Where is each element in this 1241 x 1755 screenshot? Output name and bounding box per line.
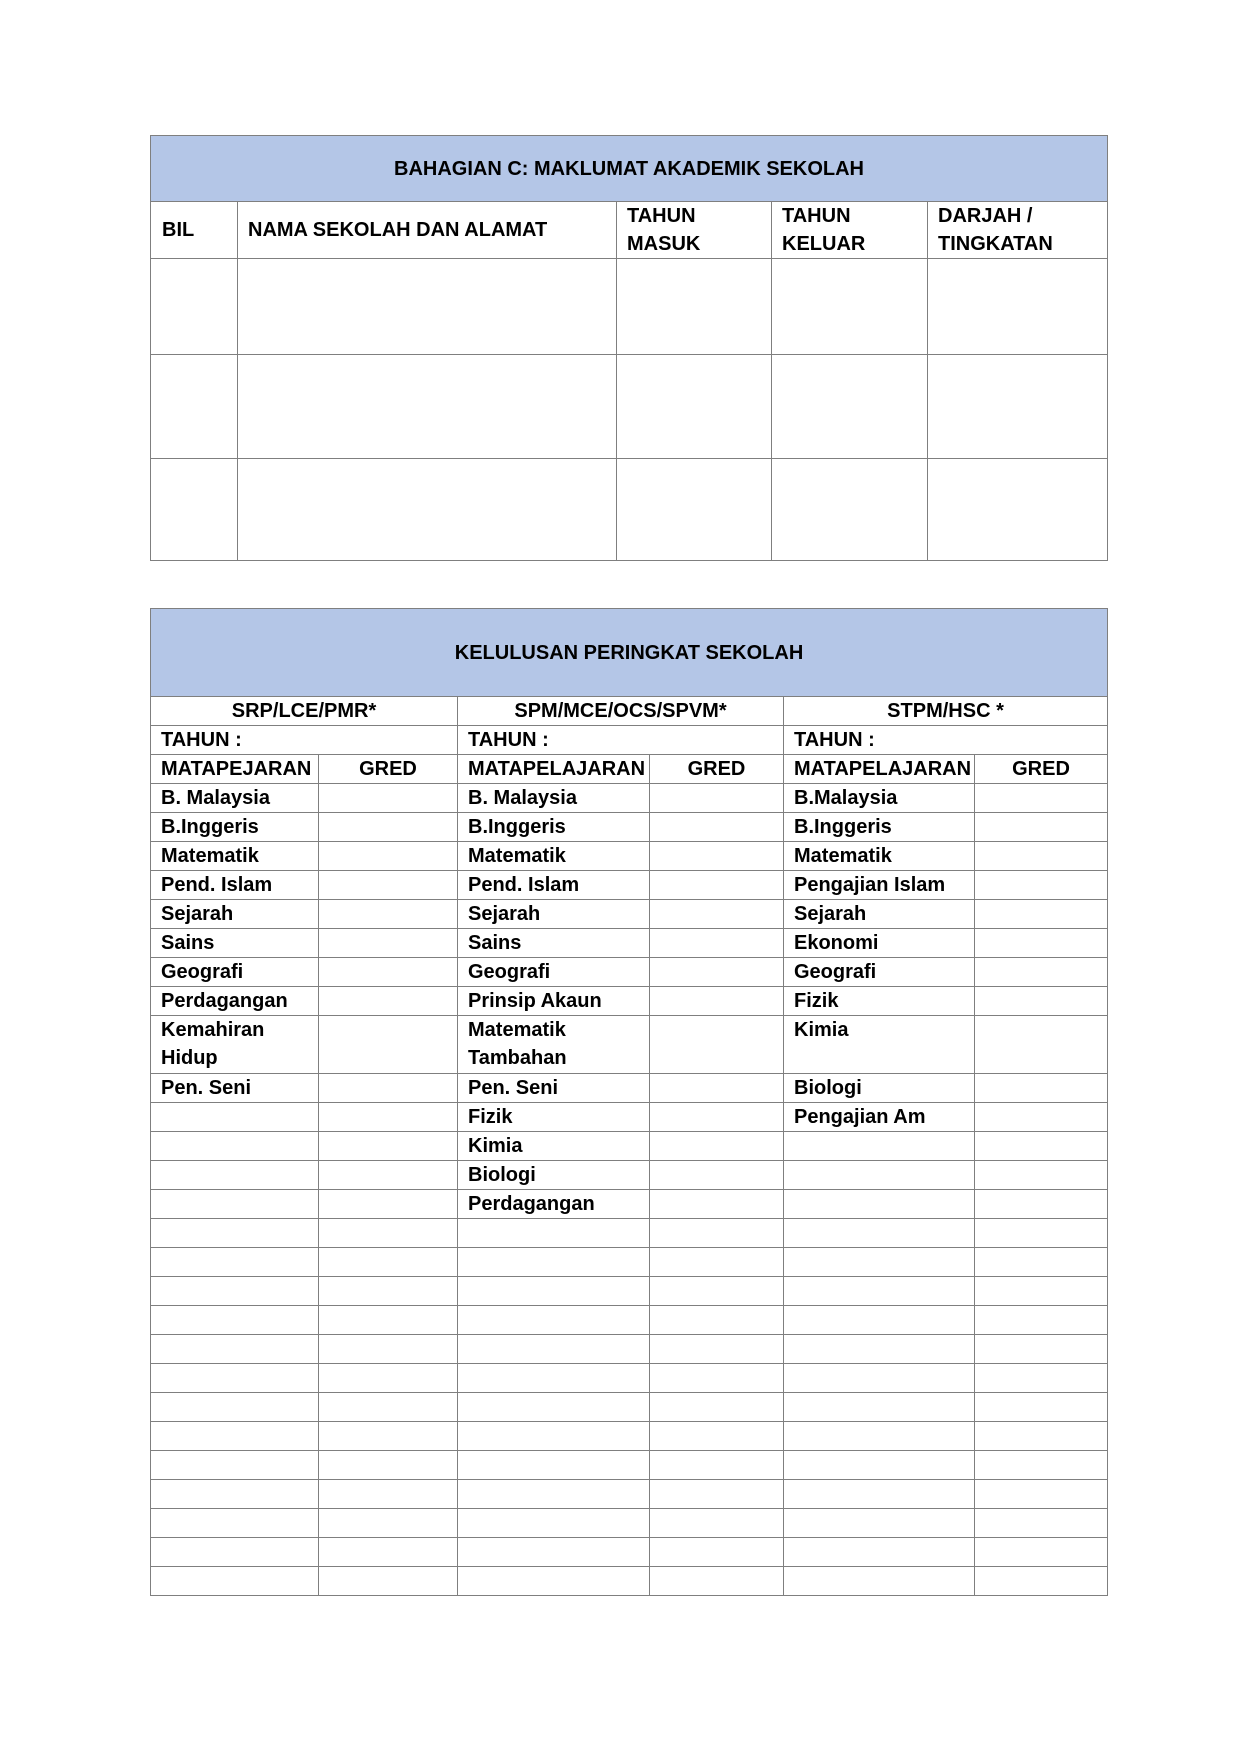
empty-cell[interactable] xyxy=(784,1306,975,1335)
empty-cell[interactable] xyxy=(650,1335,784,1364)
empty-cell[interactable] xyxy=(151,1451,319,1480)
subject-spm: Prinsip Akaun xyxy=(458,987,650,1016)
gred-cell[interactable] xyxy=(975,1103,1108,1132)
subject-stpm[interactable] xyxy=(784,1132,975,1161)
subject-stpm[interactable] xyxy=(784,1190,975,1219)
subject-stpm: B.Inggeris xyxy=(784,813,975,842)
cell-tahun-keluar[interactable] xyxy=(772,259,928,355)
empty-cell[interactable] xyxy=(319,1509,458,1538)
gred-cell[interactable] xyxy=(319,1074,458,1103)
empty-cell[interactable] xyxy=(975,1248,1108,1277)
academic-school-table xyxy=(150,135,1108,561)
empty-cell[interactable] xyxy=(458,1567,650,1596)
empty-cell[interactable] xyxy=(975,1335,1108,1364)
empty-cell[interactable] xyxy=(458,1538,650,1567)
gred-cell[interactable] xyxy=(319,1103,458,1132)
header-nama-sekolah: NAMA SEKOLAH DAN ALAMAT xyxy=(238,202,617,259)
subject-srp: B. Malaysia xyxy=(151,784,319,813)
gred-cell[interactable] xyxy=(319,842,458,871)
gred-cell[interactable] xyxy=(975,1074,1108,1103)
gred-cell[interactable] xyxy=(650,1016,784,1074)
empty-cell[interactable] xyxy=(458,1393,650,1422)
empty-cell[interactable] xyxy=(975,1480,1108,1509)
gred-cell[interactable] xyxy=(650,1132,784,1161)
empty-cell[interactable] xyxy=(151,1393,319,1422)
subject-srp: Sejarah xyxy=(151,900,319,929)
cell-nama-sekolah[interactable] xyxy=(238,259,617,355)
subject-stpm: Fizik xyxy=(784,987,975,1016)
cell-tahun-masuk[interactable] xyxy=(617,355,772,459)
subject-stpm: Sejarah xyxy=(784,900,975,929)
empty-cell[interactable] xyxy=(151,1364,319,1393)
gred-cell[interactable] xyxy=(650,871,784,900)
empty-row xyxy=(151,1567,1108,1596)
empty-cell[interactable] xyxy=(975,1538,1108,1567)
empty-cell[interactable] xyxy=(975,1567,1108,1596)
gred-cell[interactable] xyxy=(975,900,1108,929)
empty-cell[interactable] xyxy=(784,1277,975,1306)
header-tahun-keluar: TAHUN KELUAR xyxy=(772,202,928,259)
empty-cell[interactable] xyxy=(319,1306,458,1335)
empty-row xyxy=(151,1509,1108,1538)
empty-cell[interactable] xyxy=(784,1248,975,1277)
cell-tahun-masuk[interactable] xyxy=(617,259,772,355)
gred-cell[interactable] xyxy=(650,987,784,1016)
empty-row xyxy=(151,1451,1108,1480)
subject-stpm: Matematik xyxy=(784,842,975,871)
exam-header-srp: SRP/LCE/PMR* xyxy=(151,697,458,726)
subject-row xyxy=(151,1190,1108,1219)
empty-cell[interactable] xyxy=(458,1364,650,1393)
empty-cell[interactable] xyxy=(151,1567,319,1596)
empty-cell[interactable] xyxy=(458,1480,650,1509)
gred-cell[interactable] xyxy=(975,871,1108,900)
subject-row xyxy=(151,813,1108,842)
empty-cell[interactable] xyxy=(975,1364,1108,1393)
cell-nama-sekolah[interactable] xyxy=(238,355,617,459)
empty-row xyxy=(151,1306,1108,1335)
empty-cell[interactable] xyxy=(319,1393,458,1422)
empty-row xyxy=(151,1277,1108,1306)
subject-row xyxy=(151,842,1108,871)
gred-cell[interactable] xyxy=(319,813,458,842)
exam-header-stpm: STPM/HSC * xyxy=(784,697,1108,726)
empty-cell[interactable] xyxy=(319,1422,458,1451)
header-bil: BIL xyxy=(151,202,238,259)
subject-spm: Sains xyxy=(458,929,650,958)
subject-spm: Matematik xyxy=(458,842,650,871)
gred-cell[interactable] xyxy=(650,1103,784,1132)
gred-cell[interactable] xyxy=(319,1161,458,1190)
gred-cell[interactable] xyxy=(650,1074,784,1103)
empty-cell[interactable] xyxy=(784,1422,975,1451)
cell-tahun-keluar[interactable] xyxy=(772,355,928,459)
subject-row xyxy=(151,1132,1108,1161)
subject-srp: Kemahiran Hidup xyxy=(151,1016,319,1074)
subject-spm: B. Malaysia xyxy=(458,784,650,813)
header-darjah-tingkatan: DARJAH / TINGKATAN xyxy=(928,202,1108,259)
cell-tahun-keluar[interactable] xyxy=(772,459,928,561)
subject-srp[interactable] xyxy=(151,1132,319,1161)
empty-cell[interactable] xyxy=(319,1567,458,1596)
gred-cell[interactable] xyxy=(975,784,1108,813)
gred-cell[interactable] xyxy=(975,929,1108,958)
subject-row xyxy=(151,987,1108,1016)
empty-cell[interactable] xyxy=(784,1451,975,1480)
empty-row xyxy=(151,1393,1108,1422)
empty-cell[interactable] xyxy=(151,1335,319,1364)
empty-row xyxy=(151,1480,1108,1509)
table-row xyxy=(151,355,1108,459)
subject-stpm: B.Malaysia xyxy=(784,784,975,813)
empty-row xyxy=(151,1335,1108,1364)
empty-cell[interactable] xyxy=(650,1509,784,1538)
empty-cell[interactable] xyxy=(975,1451,1108,1480)
empty-cell[interactable] xyxy=(650,1306,784,1335)
subject-srp[interactable] xyxy=(151,1190,319,1219)
gred-cell[interactable] xyxy=(319,1190,458,1219)
subject-spm: Fizik xyxy=(458,1103,650,1132)
gred-cell[interactable] xyxy=(975,1161,1108,1190)
subject-spm: Biologi xyxy=(458,1161,650,1190)
gred-cell[interactable] xyxy=(975,987,1108,1016)
empty-cell[interactable] xyxy=(319,1248,458,1277)
cell-darjah[interactable] xyxy=(928,355,1108,459)
gred-cell[interactable] xyxy=(650,784,784,813)
empty-cell[interactable] xyxy=(975,1219,1108,1248)
cell-nama-sekolah[interactable] xyxy=(238,459,617,561)
empty-cell[interactable] xyxy=(975,1422,1108,1451)
subject-spm: Pend. Islam xyxy=(458,871,650,900)
empty-cell[interactable] xyxy=(784,1509,975,1538)
empty-cell[interactable] xyxy=(319,1219,458,1248)
empty-cell[interactable] xyxy=(650,1248,784,1277)
gred-cell[interactable] xyxy=(975,813,1108,842)
empty-cell[interactable] xyxy=(458,1509,650,1538)
gred-cell[interactable] xyxy=(650,929,784,958)
empty-cell[interactable] xyxy=(784,1364,975,1393)
section-c-title: BAHAGIAN C: MAKLUMAT AKADEMIK SEKOLAH xyxy=(151,136,1108,202)
gred-cell[interactable] xyxy=(975,1016,1108,1074)
empty-cell[interactable] xyxy=(650,1451,784,1480)
empty-row xyxy=(151,1364,1108,1393)
empty-cell[interactable] xyxy=(458,1422,650,1451)
cell-darjah[interactable] xyxy=(928,459,1108,561)
tahun-spm[interactable]: TAHUN : xyxy=(458,726,784,755)
kelulusan-table xyxy=(150,608,1108,1596)
gred-header-stpm: GRED xyxy=(975,755,1108,784)
table-row xyxy=(151,459,1108,561)
gred-cell[interactable] xyxy=(975,958,1108,987)
subject-srp: Perdagangan xyxy=(151,987,319,1016)
subject-srp: Sains xyxy=(151,929,319,958)
empty-cell[interactable] xyxy=(975,1306,1108,1335)
empty-cell[interactable] xyxy=(319,1480,458,1509)
cell-darjah[interactable] xyxy=(928,259,1108,355)
subject-row xyxy=(151,1161,1108,1190)
gred-cell[interactable] xyxy=(319,1132,458,1161)
empty-cell[interactable] xyxy=(151,1509,319,1538)
cell-tahun-masuk[interactable] xyxy=(617,459,772,561)
header-tahun-masuk: TAHUN MASUK xyxy=(617,202,772,259)
empty-row xyxy=(151,1422,1108,1451)
cell-bil[interactable] xyxy=(151,459,238,561)
empty-cell[interactable] xyxy=(458,1306,650,1335)
table-row xyxy=(151,259,1108,355)
gred-cell[interactable] xyxy=(319,929,458,958)
subject-srp: Geografi xyxy=(151,958,319,987)
subject-stpm: Geografi xyxy=(784,958,975,987)
empty-cell[interactable] xyxy=(151,1248,319,1277)
subject-spm: Sejarah xyxy=(458,900,650,929)
subject-row xyxy=(151,1074,1108,1103)
empty-cell[interactable] xyxy=(151,1422,319,1451)
tahun-stpm[interactable]: TAHUN : xyxy=(784,726,1108,755)
subject-header-spm: MATAPELAJARAN xyxy=(458,755,650,784)
subject-row xyxy=(151,929,1108,958)
empty-cell[interactable] xyxy=(319,1277,458,1306)
gred-cell[interactable] xyxy=(975,1132,1108,1161)
empty-row xyxy=(151,1538,1108,1567)
kelulusan-title: KELULUSAN PERINGKAT SEKOLAH xyxy=(151,609,1108,697)
gred-cell[interactable] xyxy=(975,842,1108,871)
empty-cell[interactable] xyxy=(650,1422,784,1451)
subject-spm: Kimia xyxy=(458,1132,650,1161)
subject-stpm: Ekonomi xyxy=(784,929,975,958)
cell-bil[interactable] xyxy=(151,355,238,459)
gred-cell[interactable] xyxy=(650,958,784,987)
subject-spm: Geografi xyxy=(458,958,650,987)
gred-header-srp: GRED xyxy=(319,755,458,784)
empty-cell[interactable] xyxy=(650,1364,784,1393)
subject-row xyxy=(151,900,1108,929)
empty-row xyxy=(151,1219,1108,1248)
subject-row xyxy=(151,958,1108,987)
empty-cell[interactable] xyxy=(650,1219,784,1248)
gred-cell[interactable] xyxy=(319,1016,458,1074)
subject-stpm: Pengajian Islam xyxy=(784,871,975,900)
empty-cell[interactable] xyxy=(151,1306,319,1335)
gred-cell[interactable] xyxy=(975,1190,1108,1219)
empty-cell[interactable] xyxy=(784,1335,975,1364)
subject-spm: Pen. Seni xyxy=(458,1074,650,1103)
empty-cell[interactable] xyxy=(458,1335,650,1364)
subject-srp[interactable] xyxy=(151,1161,319,1190)
gred-cell[interactable] xyxy=(650,842,784,871)
empty-row xyxy=(151,1248,1108,1277)
subject-header-stpm: MATAPELAJARAN xyxy=(784,755,975,784)
empty-cell[interactable] xyxy=(650,1538,784,1567)
empty-cell[interactable] xyxy=(458,1451,650,1480)
empty-cell[interactable] xyxy=(151,1538,319,1567)
empty-cell[interactable] xyxy=(151,1219,319,1248)
subject-row xyxy=(151,784,1108,813)
subject-srp[interactable] xyxy=(151,1103,319,1132)
gred-cell[interactable] xyxy=(650,813,784,842)
gred-cell[interactable] xyxy=(319,958,458,987)
subject-stpm: Biologi xyxy=(784,1074,975,1103)
empty-cell[interactable] xyxy=(319,1335,458,1364)
empty-cell[interactable] xyxy=(319,1451,458,1480)
gred-cell[interactable] xyxy=(650,900,784,929)
empty-cell[interactable] xyxy=(650,1277,784,1306)
empty-cell[interactable] xyxy=(650,1393,784,1422)
empty-cell[interactable] xyxy=(784,1393,975,1422)
subject-header-srp: MATAPEJARAN xyxy=(151,755,319,784)
gred-cell[interactable] xyxy=(319,871,458,900)
subject-stpm[interactable] xyxy=(784,1161,975,1190)
empty-cell[interactable] xyxy=(784,1538,975,1567)
empty-cell[interactable] xyxy=(458,1248,650,1277)
empty-cell[interactable] xyxy=(784,1219,975,1248)
subject-stpm: Kimia xyxy=(784,1016,975,1074)
subject-srp: Pen. Seni xyxy=(151,1074,319,1103)
empty-cell[interactable] xyxy=(151,1277,319,1306)
subject-srp: B.Inggeris xyxy=(151,813,319,842)
empty-cell[interactable] xyxy=(650,1567,784,1596)
empty-cell[interactable] xyxy=(975,1393,1108,1422)
empty-cell[interactable] xyxy=(784,1480,975,1509)
cell-bil[interactable] xyxy=(151,259,238,355)
empty-cell[interactable] xyxy=(151,1480,319,1509)
empty-cell[interactable] xyxy=(784,1567,975,1596)
subject-row xyxy=(151,871,1108,900)
subject-spm: Matematik Tambahan xyxy=(458,1016,650,1074)
tahun-srp[interactable]: TAHUN : xyxy=(151,726,458,755)
subject-spm: Perdagangan xyxy=(458,1190,650,1219)
empty-cell[interactable] xyxy=(458,1219,650,1248)
gred-header-spm: GRED xyxy=(650,755,784,784)
subject-spm: B.Inggeris xyxy=(458,813,650,842)
empty-cell[interactable] xyxy=(458,1277,650,1306)
subject-row xyxy=(151,1103,1108,1132)
gred-cell[interactable] xyxy=(650,1190,784,1219)
empty-cell[interactable] xyxy=(650,1480,784,1509)
subject-srp: Pend. Islam xyxy=(151,871,319,900)
exam-header-spm: SPM/MCE/OCS/SPVM* xyxy=(458,697,784,726)
gred-cell[interactable] xyxy=(319,784,458,813)
empty-cell[interactable] xyxy=(319,1364,458,1393)
subject-stpm: Pengajian Am xyxy=(784,1103,975,1132)
subject-row xyxy=(151,1016,1108,1074)
subject-srp: Matematik xyxy=(151,842,319,871)
gred-cell[interactable] xyxy=(319,900,458,929)
empty-cell[interactable] xyxy=(319,1538,458,1567)
gred-cell[interactable] xyxy=(319,987,458,1016)
gred-cell[interactable] xyxy=(650,1161,784,1190)
empty-cell[interactable] xyxy=(975,1277,1108,1306)
empty-cell[interactable] xyxy=(975,1509,1108,1538)
